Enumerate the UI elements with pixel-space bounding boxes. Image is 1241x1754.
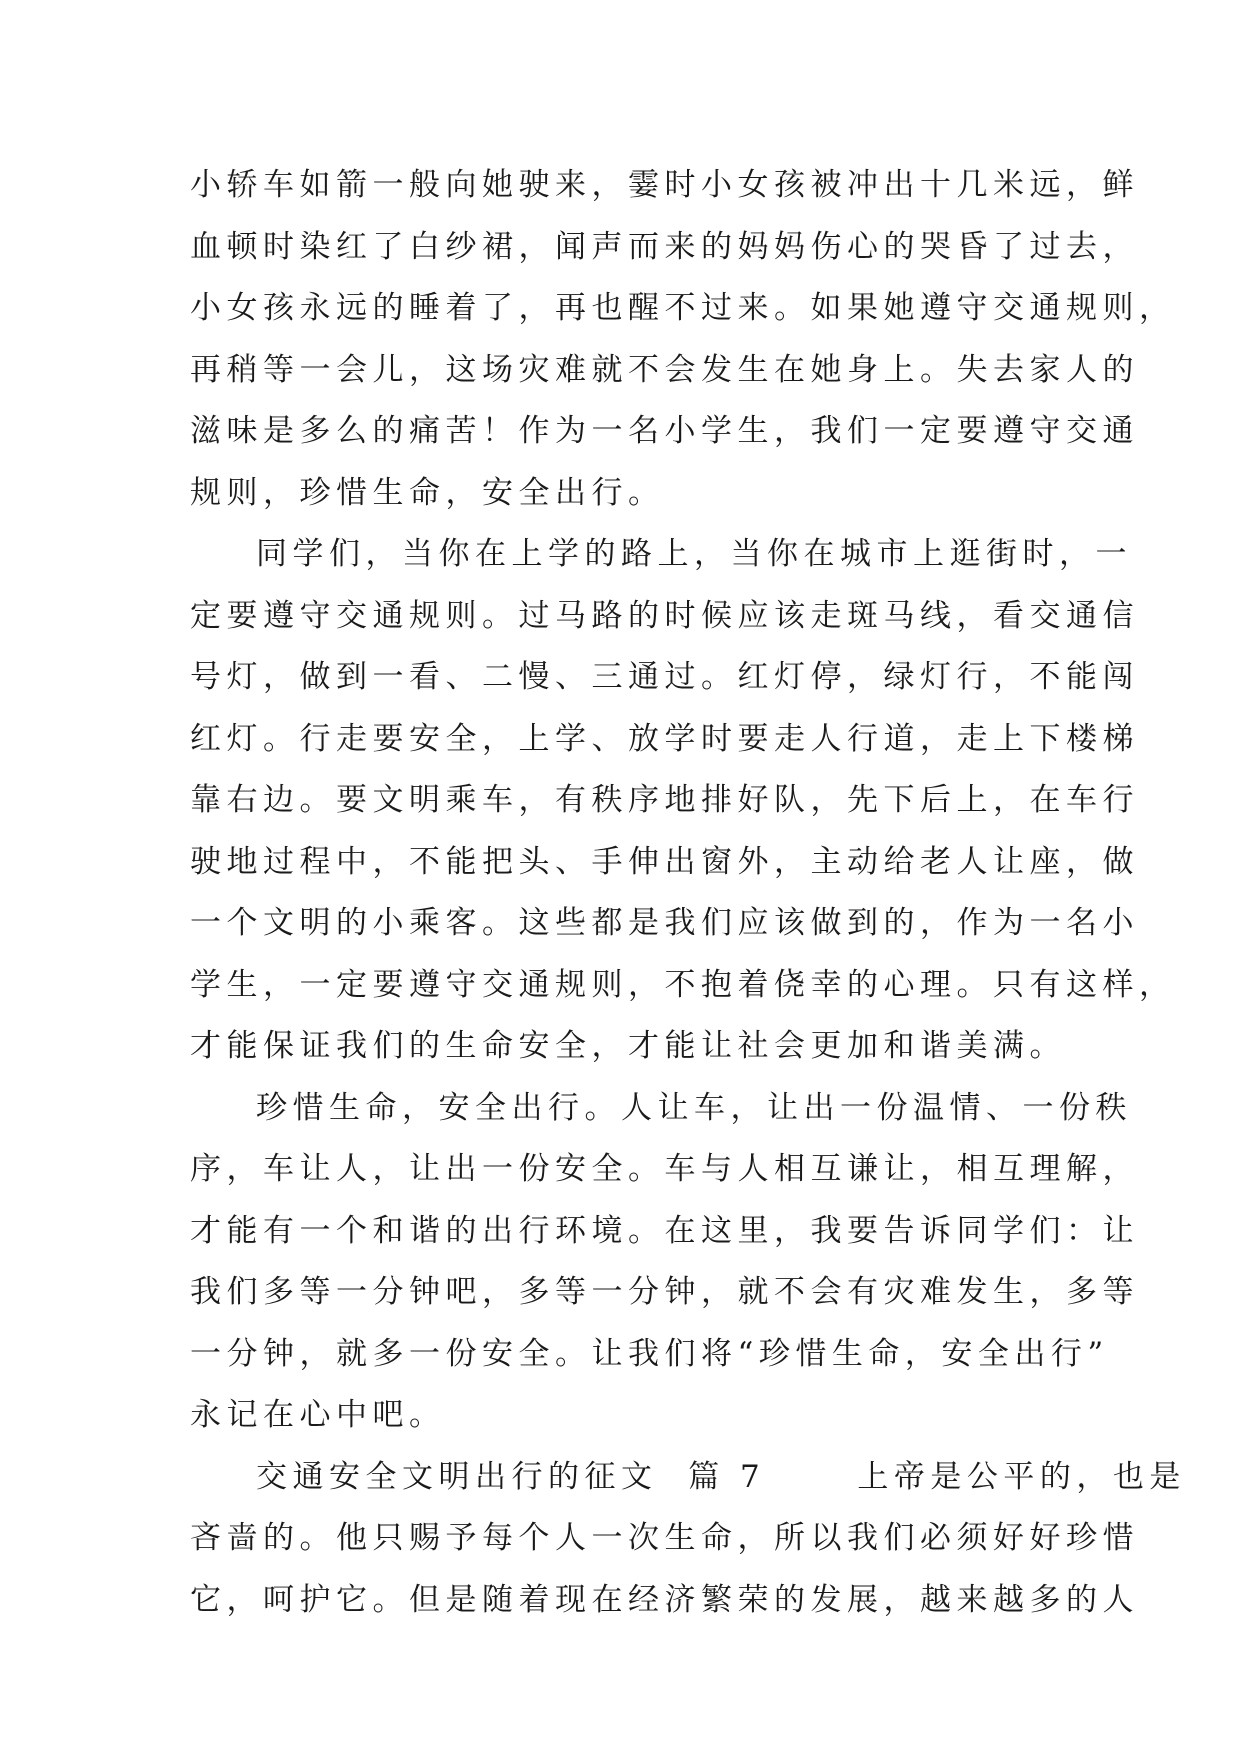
text-line: 规则，珍惜生命，安全出行。 xyxy=(190,474,665,511)
text-line: 才能有一个和谐的出行环境。在这里，我要告诉同学们：让 xyxy=(190,1212,1139,1249)
text-line: 滋味是多么的痛苦！作为一名小学生，我们一定要遵守交通 xyxy=(190,413,1139,449)
text-line: 红灯。行走要安全，上学、放学时要走人行道，走上下楼梯 xyxy=(190,720,1139,757)
text-line: 一分钟，就多一份安全。让我们将“珍惜生命，安全出行” xyxy=(190,1335,1109,1372)
paragraph-start-line: 同学们，当你在上学的路上，当你在城市上逛街时，一 xyxy=(256,536,1132,572)
text-line: 永记在心中吧。 xyxy=(190,1397,446,1433)
text-line: 靠右边。要文明乘车，有秩序地排好队，先下后上，在车行 xyxy=(190,782,1139,818)
text-line: 它，呵护它。但是随着现在经济繁荣的发展，越来越多的人 xyxy=(190,1581,1139,1618)
text-line: 再稍等一会儿，这场灾难就不会发生在她身上。失去家人的 xyxy=(190,351,1139,388)
text-line: 才能保证我们的生命安全，才能让社会更加和谐美满。 xyxy=(190,1028,1066,1064)
text-line: 一个文明的小乘客。这些都是我们应该做到的，作为一名小 xyxy=(190,905,1139,941)
text-line: 小女孩永远的睡着了，再也醒不过来。如果她遵守交通规则， xyxy=(190,290,1176,326)
text-line: 定要遵守交通规则。过马路的时候应该走斑马线，看交通信 xyxy=(190,597,1139,634)
text-line: 小轿车如箭一般向她驶来，霎时小女孩被冲出十几米远，鲜 xyxy=(190,167,1139,203)
document-body xyxy=(190,155,1186,1631)
text-line: 驶地过程中，不能把头、手伸出窗外，主动给老人让座，做 xyxy=(190,843,1139,880)
text-line: 血顿时染红了白纱裙，闻声而来的妈妈伤心的哭昏了过去， xyxy=(190,228,1139,265)
text-line: 序，车让人，让出一份安全。车与人相互谦让，相互理解， xyxy=(190,1151,1139,1187)
text-line: 吝啬的。他只赐予每个人一次生命，所以我们必须好好珍惜 xyxy=(190,1520,1139,1556)
text-line: 学生，一定要遵守交通规则，不抱着侥幸的心理。只有这样， xyxy=(190,966,1176,1003)
section-heading-line: 交通安全文明出行的征文 篇 7 上帝是公平的，也是 xyxy=(256,1458,1186,1495)
paragraph-start-line: 珍惜生命，安全出行。人让车，让出一份温情、一份秩 xyxy=(256,1089,1132,1126)
text-line: 我们多等一分钟吧，多等一分钟，就不会有灾难发生，多等 xyxy=(190,1274,1139,1310)
text-line: 号灯，做到一看、二慢、三通过。红灯停，绿灯行，不能闯 xyxy=(190,659,1139,695)
